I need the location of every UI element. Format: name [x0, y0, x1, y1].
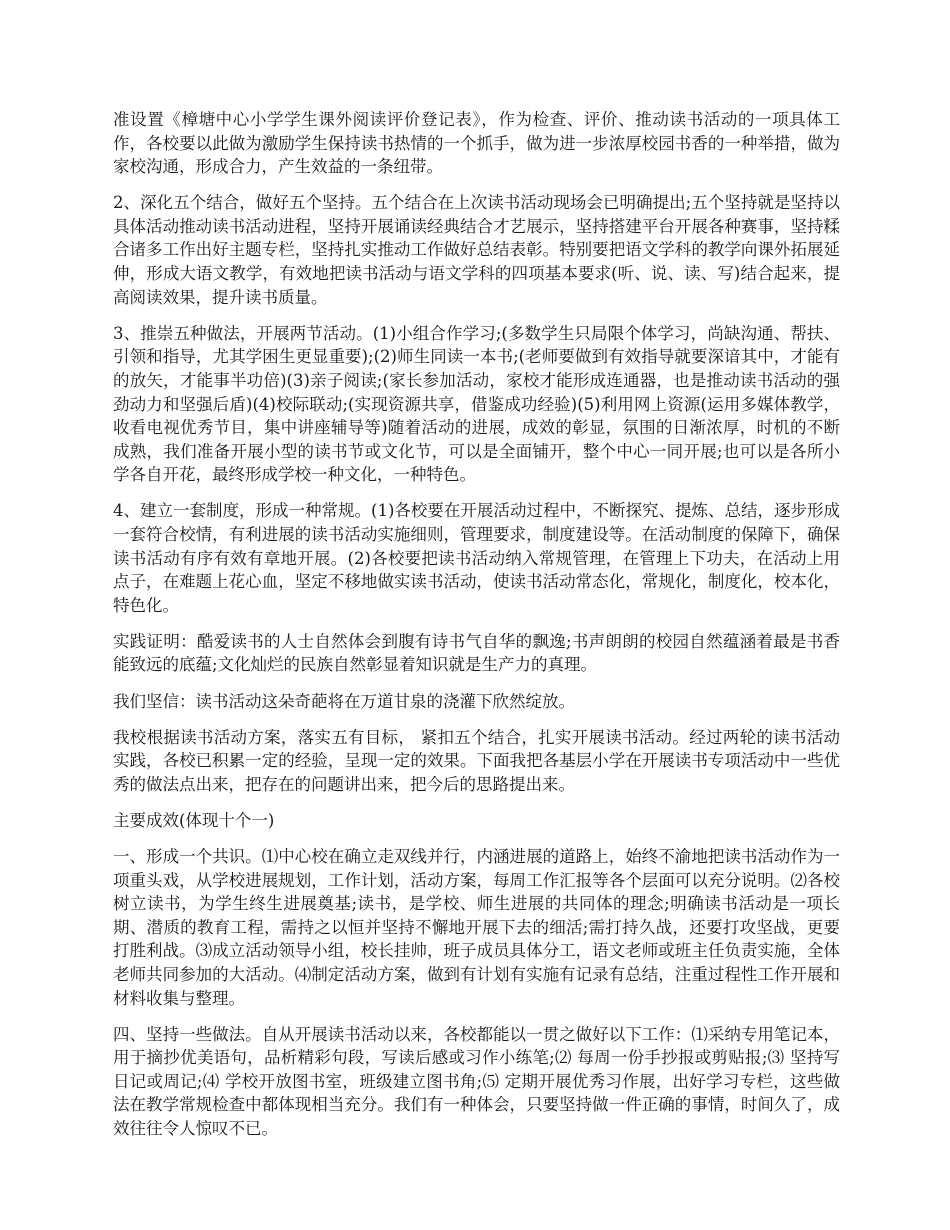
paragraph-we-believe: 我们坚信：读书活动这朵奇葩将在万道甘泉的浇灌下欣然绽放。 [113, 691, 575, 711]
paragraph-persist-practices: 四、坚持一些做法。自从开展读书活动以来，各校都能以一贯之做好以下工作：⑴采纳专用笔记本，用于摘抄优美语句，品析精彩句段，写读后感或习作小练笔;⑵ 每周一份手抄报或剪贴报;⑶ 坚持写日记或周记;⑷ 学校开放图书室，班级建立图书角;⑸ 定期开展优秀习作展，出好学习专栏，这些做法在教学常规检查中都体现相当充分。我们有一种体会，只要坚持做一件正确的事情，时间久了，成效往往令人惊叹不已。 [113, 1024, 840, 1139]
paragraph-five-practices: 3、推崇五种做法，开展两节活动。(1)小组合作学习;(多数学生只局限个体学习，尚缺沟通、帮扶、引领和指导，尤其学困生更显重要);(2)师生同读一本书;(老师要做到有效指导就要深谙其中，才能有的放矢，才能事半功倍)(3)亲子阅读;(家长参加活动，家校才能形成连通器，也是推动读书活动的强劲动力和坚强后盾)(4)校际联动;(实现资源共享，借鉴成功经验)(5)利用网上资源(运用多媒体教学，收看电视优秀节目，集中讲座辅导等)随着活动的进展，成效的彰显，氛围的日渐浓厚，时机的不断成熟，我们准备开展小型的读书节或文化节，可以是全面铺开，整个中心一同开展;也可以是各所小学各自开花，最终形成学校一种文化，一种特色。 [113, 323, 840, 485]
paragraph-form-consensus: 一、形成一个共识。⑴中心校在确立走双线并行，内涵进展的道路上，始终不渝地把读书活动作为一项重头戏，从学校进展规划，工作计划，活动方案，每周工作汇报等各个层面可以充分说明。⑵各校树立读书，为学生终生进展奠基;读书，是学校、师生进展的共同体的理念;明确读书活动是一项长期、潜质的教育工程，需持之以恒并坚持不懈地开展下去的细活;需打持久战，还要打攻坚战，更要打胜利战。⑶成立活动领导小组，校长挂帅，班子成员具体分工，语文老师或班主任负责实施，全体老师共同参加的大活动。⑷制定活动方案，做到有计划有实施有记录有总结，注重过程性工作开展和材料收集与整理。 [113, 847, 840, 1008]
paragraph-system-routine: 4、建立一套制度，形成一种常规。(1)各校要在开展活动过程中，不断探究、提炼、总结，逐步形成一套符合校情，有利进展的读书活动实施细则，管理要求，制度建设等。在活动制度的保障下，确保读书活动有序有效有章地开展。(2)各校要把读书活动纳入常规管理，在管理上下功夫，在活动上用点子，在难题上花心血，坚定不移地做实读书活动，使读书活动常态化，常规化，制度化，校本化，特色化。 [113, 501, 840, 615]
paragraph-school-plan: 我校根据读书活动方案，落实五有目标， 紧扣五个结合，扎实开展读书活动。经过两轮的读书活动实践，各校已积累一定的经验，呈现一定的效果。下面我把各基层小学在开展读书专项活动中一些优秀的做法点出来，把存在的问题讲出来，把今后的思路提出来。 [113, 727, 840, 794]
paragraph-reading-record-form: 准设置《樟塘中心小学学生课外阅读评价登记表》，作为检查、评价、推动读书活动的一项具体工作，各校要以此做为激励学生保持读书热情的一个抓手，做为进一步浓厚校园书香的一种举措，做为家校沟通，形成合力，产生效益的一条纽带。 [113, 110, 840, 177]
paragraph-practice-proves: 实践证明：酷爱读书的人士自然体会到腹有诗书气自华的飘逸;书声朗朗的校园自然蕴涵着最是书香能致远的底蕴;文化灿烂的民族自然彰显着知识就是生产力的真理。 [113, 631, 840, 675]
section-heading-main-results: 主要成效(体现十个一) [113, 810, 275, 830]
document-body [113, 108, 840, 1153]
paragraph-five-combinations: 2、深化五个结合，做好五个坚持。五个结合在上次读书活动现场会已明确提出;五个坚持就是坚持以具体活动推动读书活动进程，坚持开展诵读经典结合才艺展示，坚持搭建平台开展各种赛事，坚持糅合诸多工作出好主题专栏，坚持扎实推动工作做好总结表彰。特别要把语文学科的教学向课外拓展延伸，形成大语文教学，有效地把读书活动与语文学科的四项基本要求(听、说、读、写)结合起来，提高阅读效果，提升读书质量。 [113, 193, 840, 307]
